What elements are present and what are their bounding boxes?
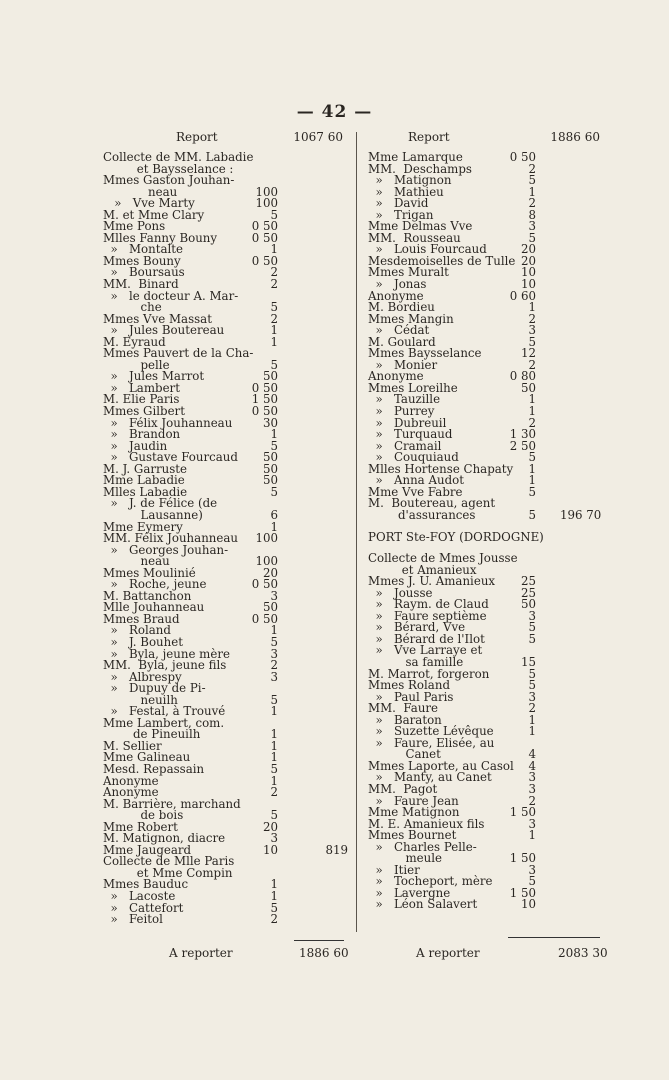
donation-amount: 5: [528, 450, 536, 465]
donation-amount: 3: [528, 770, 536, 785]
donor-name: » Jaudin: [103, 438, 168, 453]
donation-amount: 1 50: [509, 805, 536, 820]
donor-name: M. J. Garruste: [103, 461, 188, 476]
donor-name: » Trigan: [368, 207, 434, 222]
donation-amount: 3: [528, 781, 536, 796]
left-column: [103, 130, 348, 926]
donation-amount: 1: [528, 828, 536, 843]
report-label: Report: [408, 130, 450, 144]
donation-amount: 1 30: [509, 427, 536, 442]
donation-amount: 2: [528, 415, 536, 430]
donation-amount: 5: [270, 300, 278, 315]
donor-name: Mmes Bournet: [368, 828, 457, 843]
donor-name: » Faure septième: [368, 608, 487, 623]
donor-name: Mmes Mangin: [368, 311, 454, 326]
donor-name: Mlle Jouhanneau: [103, 600, 205, 615]
donor-name: » Georges Jouhan-: [103, 542, 229, 557]
donation-amount: 3: [270, 669, 278, 684]
report-amount: 1067 60: [293, 130, 343, 144]
donor-name: » Boursaus: [103, 265, 185, 280]
donor-name: » Félix Jouhanneau: [103, 415, 233, 430]
donor-name: » Paul Paris: [368, 689, 454, 704]
donor-name: sa famille: [368, 654, 464, 669]
donation-amount: 10: [520, 897, 536, 912]
donor-name: meule: [368, 851, 443, 866]
donation-amount: 2 50: [509, 438, 536, 453]
donation-amount: 1: [270, 738, 278, 753]
donation-amount: 5: [270, 634, 278, 649]
list-item: [368, 529, 600, 544]
donation-amount: 2: [528, 357, 536, 372]
donor-name: M. Sellier: [103, 738, 162, 753]
right-footer: [368, 946, 608, 962]
donation-amount: 1: [528, 404, 536, 419]
donor-name: MM. Pagot: [368, 781, 438, 796]
donation-amount: 1 50: [509, 851, 536, 866]
donation-amount: 100: [255, 531, 278, 546]
column-divider: [356, 132, 357, 932]
reporter-amount: 2083 30: [558, 946, 608, 960]
donor-name: » Dubreuil: [368, 415, 447, 430]
donor-name: Mmes Gilbert: [103, 404, 185, 419]
donor-name: MM. Faure: [368, 701, 439, 716]
donor-name: d'assurances: [368, 507, 476, 522]
donor-name: M. Battanchon: [103, 588, 192, 603]
subtotal-amount: 196 70: [560, 507, 602, 522]
donation-amount: 2: [270, 277, 278, 292]
donor-name: Mmes Braud: [103, 611, 180, 626]
donation-amount: 4: [528, 758, 536, 773]
donation-amount: 2: [270, 311, 278, 326]
donor-name: Anonyme: [103, 785, 159, 800]
right-column: [368, 130, 600, 911]
donation-amount: 5: [528, 678, 536, 693]
donation-amount: 0 50: [251, 404, 278, 419]
donor-name: Collecte de MM. Labadie: [103, 150, 254, 164]
donor-name: M. Elie Paris: [103, 392, 180, 407]
donor-name: » Albrespy: [103, 669, 182, 684]
donor-name: » Jules Boutereau: [103, 323, 225, 338]
donor-name: Collecte de Mmes Jousse: [368, 551, 518, 566]
donor-name: » Itier: [368, 862, 420, 877]
donation-amount: 8: [528, 207, 536, 222]
donor-name: » Anna Audot: [368, 473, 464, 488]
donation-amount: 1: [528, 392, 536, 407]
donation-amount: 2: [528, 196, 536, 211]
donation-amount: 50: [520, 380, 536, 395]
donor-name: Mme Vve Fabre: [368, 484, 463, 499]
donor-name: » Raym. de Claud: [368, 597, 489, 612]
donor-name: » Festal, à Trouvé: [103, 704, 226, 719]
donation-amount: 3: [270, 588, 278, 603]
donation-amount: 1: [528, 184, 536, 199]
donor-name: » le docteur A. Mar-: [103, 288, 239, 303]
donation-amount: 3: [528, 689, 536, 704]
donation-amount: 1: [528, 724, 536, 739]
donor-name: » Brandon: [103, 427, 181, 442]
donor-name: Lausanne): [103, 507, 203, 522]
donation-amount: 0 50: [251, 230, 278, 245]
donor-name: » Cédat: [368, 323, 430, 338]
donor-name: Mmes Laporte, au Casol: [368, 758, 514, 773]
donation-amount: 5: [528, 874, 536, 889]
donor-name: M. Matignon, diacre: [103, 831, 226, 846]
donation-amount: 25: [520, 585, 536, 600]
donor-name: » Faure, Elisée, au: [368, 735, 495, 750]
donation-amount: 0 50: [251, 219, 278, 234]
donor-name: » David: [368, 196, 429, 211]
donation-amount: 0 60: [509, 288, 536, 303]
donation-amount: 5: [528, 631, 536, 646]
report-label: Report: [176, 130, 218, 144]
donation-amount: 3: [270, 646, 278, 661]
donor-name: et Mme Compin: [103, 865, 233, 880]
donation-amount: 1: [528, 473, 536, 488]
donor-name: M. E. Amanieux fils: [368, 816, 485, 831]
donation-amount: 1: [270, 427, 278, 442]
donor-name: MM. Félix Jouhanneau: [103, 531, 238, 546]
donation-amount: 1 50: [509, 885, 536, 900]
donation-amount: 12: [520, 346, 536, 361]
donor-name: Mmes Pauvert de la Cha-: [103, 346, 254, 361]
donation-amount: 2: [528, 161, 536, 176]
donor-name: Mmes Gaston Jouhan-: [103, 173, 235, 188]
donation-amount: 3: [528, 219, 536, 234]
reporter-label: A reporter: [169, 946, 233, 960]
donor-name: » Louis Fourcaud: [368, 242, 487, 257]
right-report-header: [368, 130, 600, 146]
donation-amount: 0 50: [509, 150, 536, 164]
donor-name: » Charles Pelle-: [368, 839, 477, 854]
donor-name: M. Boutereau, agent: [368, 496, 496, 511]
reporter-label: A reporter: [416, 946, 480, 960]
donor-name: » Matignon: [368, 173, 452, 188]
donation-amount: 15: [520, 654, 536, 669]
donor-name: Mmes Bauduc: [103, 877, 189, 892]
donation-amount: 50: [262, 600, 278, 615]
donor-name: M. Goulard: [368, 334, 436, 349]
donor-name: » Lacoste: [103, 889, 176, 903]
donation-amount: 5: [528, 334, 536, 349]
donor-name: Anonyme: [368, 369, 424, 384]
donor-name: » Baraton: [368, 712, 442, 727]
donor-name: Mme Lamarque: [368, 150, 463, 164]
donor-name: Mesdemoiselles de Tulle: [368, 253, 516, 268]
donation-amount: 2: [528, 701, 536, 716]
donation-amount: 100: [255, 554, 278, 569]
donor-name: » Bérard de l'Ilot: [368, 631, 485, 646]
donor-name: » Tauzille: [368, 392, 441, 407]
donor-name: Mme Lambert, com.: [103, 715, 225, 730]
donor-name: et Amanieux: [368, 562, 477, 577]
donation-amount: 50: [262, 369, 278, 384]
donor-name: » Dupuy de Pi-: [103, 681, 206, 696]
donor-name: che: [103, 300, 162, 315]
subtotal-amount: 819: [325, 842, 348, 857]
donation-amount: 0 50: [251, 611, 278, 626]
donor-name: de bois: [103, 808, 184, 823]
left-total-rule: [294, 940, 344, 941]
donor-name: Mme Matignon: [368, 805, 460, 820]
donor-name: Mmes Vve Massat: [103, 311, 212, 326]
donation-amount: 1: [528, 300, 536, 315]
donor-name: Mlles Hortense Chapaty: [368, 461, 514, 476]
donor-name: Mmes J. U. Amanieux: [368, 574, 496, 589]
donor-name: Anonyme: [368, 288, 424, 303]
donation-amount: 5: [528, 230, 536, 245]
donor-name: Anonyme: [103, 773, 159, 788]
donor-name: » Suzette Lévêque: [368, 724, 494, 739]
left-report-header: [103, 130, 348, 146]
donation-amount: 20: [520, 242, 536, 257]
donor-name: Mmes Bouny: [103, 253, 181, 268]
donation-amount: 4: [528, 747, 536, 762]
donation-amount: 50: [520, 597, 536, 612]
donor-name: » Léon Salavert: [368, 897, 478, 912]
donor-name: Mlles Labadie: [103, 484, 188, 499]
donation-amount: 10: [262, 842, 278, 857]
donor-name: » Roland: [103, 623, 171, 638]
left-entry-list: [103, 152, 348, 926]
donation-amount: 50: [262, 461, 278, 476]
donor-name: M. Eyraud: [103, 334, 166, 349]
donation-amount: 1: [270, 334, 278, 349]
donation-amount: 5: [270, 761, 278, 776]
donor-name: Mmes Roland: [368, 678, 450, 693]
donation-amount: 0 50: [251, 253, 278, 268]
donor-name: MM. Deschamps: [368, 161, 472, 176]
donation-amount: 1: [270, 623, 278, 638]
donation-amount: 50: [262, 473, 278, 488]
donation-amount: 5: [528, 507, 536, 522]
donation-amount: 1: [270, 773, 278, 788]
donor-name: neuilh: [103, 692, 178, 707]
donation-amount: 2: [270, 912, 278, 927]
donor-name: » Gustave Fourcaud: [103, 450, 238, 465]
reporter-amount: 1886 60: [299, 946, 349, 960]
list-item: [368, 507, 602, 522]
donor-name: Mme Robert: [103, 819, 178, 834]
list-item: [368, 899, 600, 911]
donor-name: » Lambert: [103, 380, 180, 395]
donor-name: Mme Jaugeard: [103, 842, 192, 857]
donation-amount: 5: [270, 808, 278, 823]
donor-name: » Vve Marty: [103, 196, 195, 211]
donor-name: Mme Delmas Vve: [368, 219, 473, 234]
donor-name: » Feitol: [103, 912, 163, 927]
donor-name: pelle: [103, 357, 170, 372]
donation-amount: 1: [528, 461, 536, 476]
donor-name: » Faure Jean: [368, 793, 459, 808]
donation-amount: 3: [528, 608, 536, 623]
left-footer: [103, 946, 348, 962]
donation-amount: 2: [528, 793, 536, 808]
donation-amount: 2: [528, 311, 536, 326]
donation-amount: 100: [255, 196, 278, 211]
donor-name: Mlles Fanny Bouny: [103, 230, 218, 245]
donor-name: M. Bordieu: [368, 300, 435, 315]
donor-name: MM. Byla, jeune fils: [103, 658, 227, 673]
donation-amount: 1: [270, 889, 278, 903]
donation-amount: 1: [270, 519, 278, 534]
donation-amount: 3: [528, 862, 536, 877]
donation-amount: 10: [520, 277, 536, 292]
donor-name: de Pineuilh: [103, 727, 201, 742]
donor-name: » Mathieu: [368, 184, 444, 199]
donor-name: Mme Pons: [103, 219, 166, 234]
donation-amount: 50: [262, 450, 278, 465]
donation-amount: 20: [262, 819, 278, 834]
donor-name: Collecte de Mlle Paris: [103, 854, 235, 869]
donor-name: » J. de Félice (de: [103, 496, 218, 511]
donation-amount: 1: [270, 877, 278, 892]
donor-name: PORT Ste-FOY (DORDOGNE): [368, 529, 544, 544]
donor-name: neau: [103, 184, 178, 199]
donor-name: » Roche, jeune: [103, 577, 207, 592]
donation-amount: 1: [528, 712, 536, 727]
donor-name: neau: [103, 554, 170, 569]
donor-name: M. Barrière, marchand: [103, 796, 241, 811]
donor-name: » Vve Larraye et: [368, 643, 483, 658]
donor-name: » Bérard, Vve: [368, 620, 466, 635]
donation-amount: 3: [528, 323, 536, 338]
donation-amount: 20: [262, 565, 278, 580]
donation-amount: 1: [270, 704, 278, 719]
donor-name: Mmes Baysselance: [368, 346, 482, 361]
donation-amount: 2: [270, 265, 278, 280]
donation-amount: 30: [262, 415, 278, 430]
donor-name: Mme Eymery: [103, 519, 183, 534]
donor-name: » Turquaud: [368, 427, 453, 442]
donor-name: » J. Bouhet: [103, 634, 183, 649]
donation-amount: 25: [520, 574, 536, 589]
donation-amount: 5: [528, 620, 536, 635]
donor-name: » Montalte: [103, 242, 184, 257]
right-entry-list: [368, 152, 600, 911]
donor-name: M. Marrot, forgeron: [368, 666, 490, 681]
list-item: [103, 914, 348, 926]
donor-name: » Jules Marrot: [103, 369, 205, 384]
donation-amount: 5: [270, 900, 278, 915]
donor-name: Mmes Loreilhe: [368, 380, 458, 395]
donation-amount: 1: [270, 750, 278, 765]
donor-name: » Byla, jeune mère: [103, 646, 230, 661]
donation-amount: 10: [520, 265, 536, 280]
donation-amount: 5: [270, 207, 278, 222]
donation-amount: 3: [270, 831, 278, 846]
donation-amount: 2: [270, 658, 278, 673]
donor-name: Canet: [368, 747, 441, 762]
donor-name: » Jonas: [368, 277, 427, 292]
donation-amount: 2: [270, 785, 278, 800]
donation-amount: 1: [270, 323, 278, 338]
right-total-rule: [508, 937, 600, 938]
donation-amount: 100: [255, 184, 278, 199]
donation-amount: 1: [270, 727, 278, 742]
donor-name: Mesd. Repassain: [103, 761, 205, 776]
donor-name: » Cattefort: [103, 900, 184, 915]
donor-name: Mme Labadie: [103, 473, 185, 488]
page-number: — 42 —: [296, 102, 373, 122]
donation-amount: 5: [528, 173, 536, 188]
report-amount: 1886 60: [550, 130, 600, 144]
donation-amount: 5: [270, 438, 278, 453]
donation-amount: 5: [528, 666, 536, 681]
donor-name: » Cramail: [368, 438, 442, 453]
donor-name: » Couquiaud: [368, 450, 459, 465]
donation-amount: 0 50: [251, 577, 278, 592]
donation-amount: 5: [270, 484, 278, 499]
donor-name: » Jousse: [368, 585, 433, 600]
donor-name: Mme Galineau: [103, 750, 191, 765]
donation-amount: 0 80: [509, 369, 536, 384]
donation-amount: 6: [270, 507, 278, 522]
donation-amount: 5: [270, 357, 278, 372]
donor-name: MM. Binard: [103, 277, 179, 292]
donor-name: » Manty, au Canet: [368, 770, 492, 785]
donation-amount: 1 50: [251, 392, 278, 407]
donor-name: M. et Mme Clary: [103, 207, 205, 222]
donation-amount: 20: [520, 253, 536, 268]
donor-name: MM. Rousseau: [368, 230, 461, 245]
donation-amount: 1: [270, 242, 278, 257]
donor-name: Mmes Moulinié: [103, 565, 196, 580]
donor-name: » Lavergne: [368, 885, 451, 900]
donation-amount: 5: [528, 484, 536, 499]
donor-name: et Baysselance :: [103, 161, 234, 176]
donor-name: Mmes Muralt: [368, 265, 449, 280]
donation-amount: 3: [528, 816, 536, 831]
donor-name: » Purrey: [368, 404, 435, 419]
donor-name: » Monier: [368, 357, 438, 372]
donor-name: » Tocheport, mère: [368, 874, 493, 889]
donation-amount: 5: [270, 692, 278, 707]
donation-amount: 0 50: [251, 380, 278, 395]
